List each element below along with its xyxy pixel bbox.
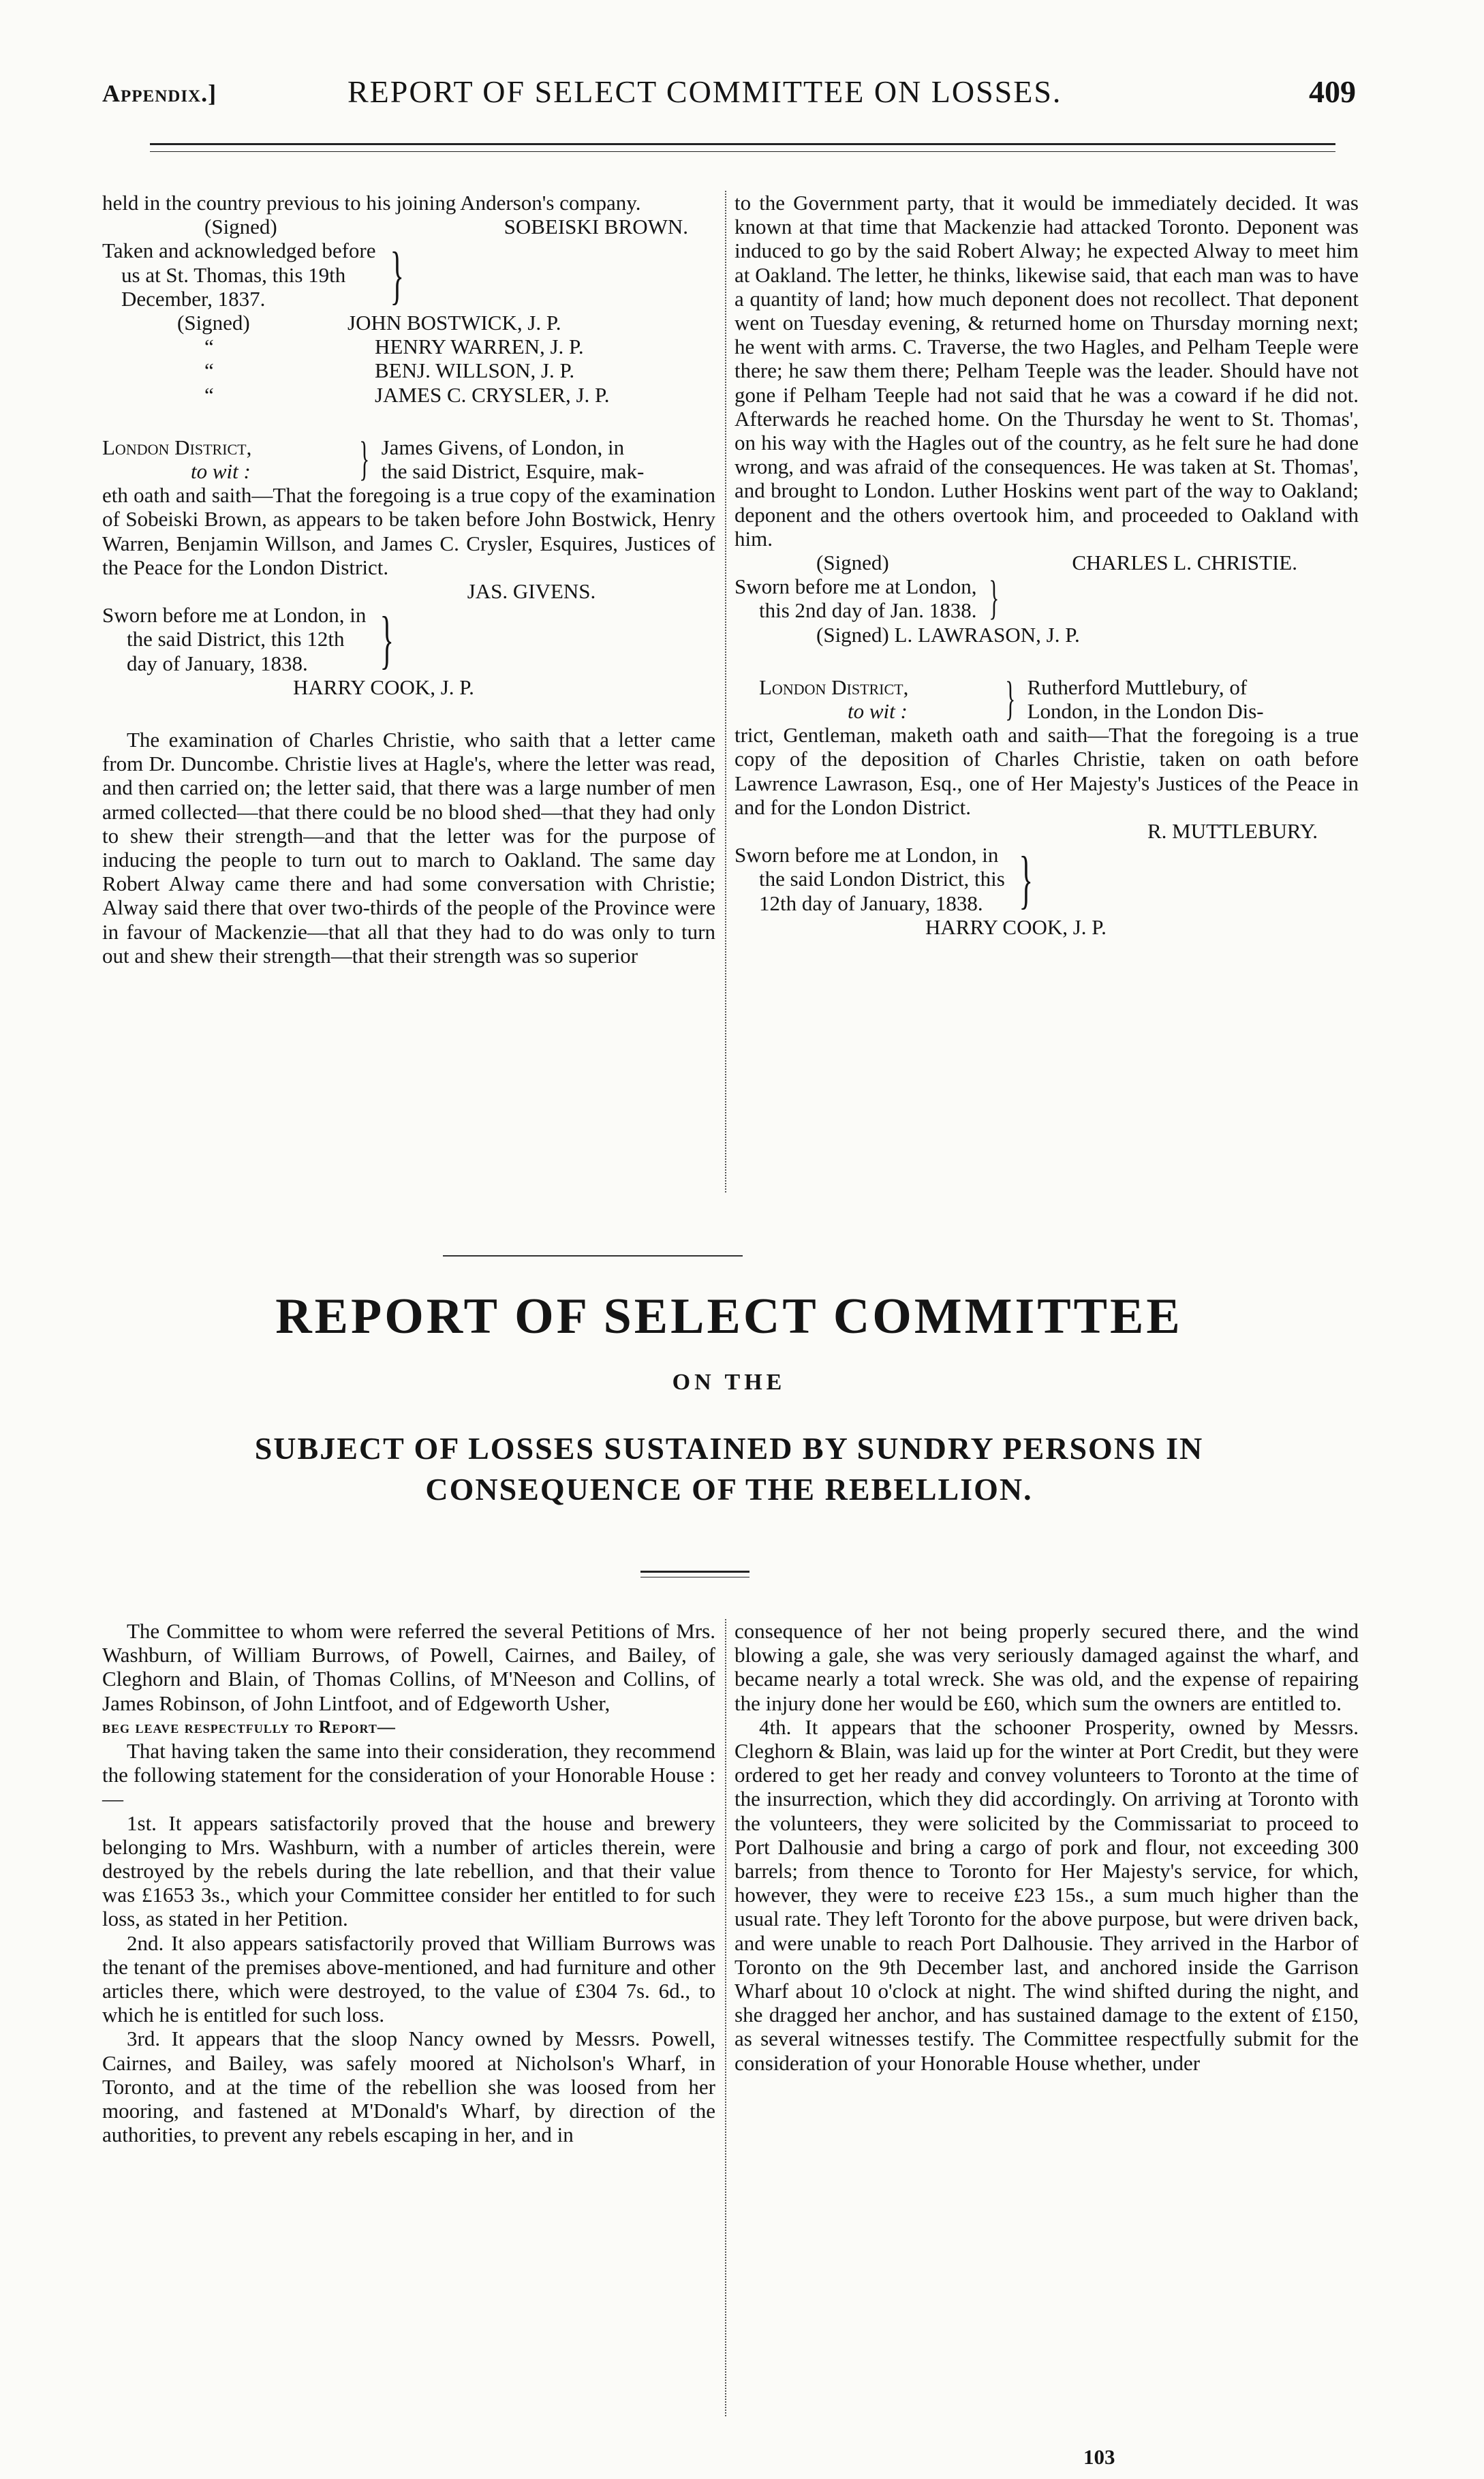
report-lead: beg leave respectfully to Report— [102, 1716, 396, 1737]
signature-name: SOBEISKI BROWN. [504, 215, 688, 239]
to-wit-label: to wit : [191, 459, 251, 484]
signed-label: (Signed) [204, 215, 277, 239]
paragraph: held in the country previous to his joining Anderson's company. [102, 191, 641, 215]
page-number: 409 [1309, 74, 1356, 109]
jp-name: JOHN BOSTWICK, J. P. [347, 311, 561, 335]
signature-number: 103 [1083, 2445, 1115, 2469]
column-divider-bottom [725, 1619, 726, 2416]
acknowledged-block [102, 238, 715, 311]
paragraph: 3rd. It appears that the sloop Nancy owned by Messrs. Powell, Cairnes, and Bailey, was safely moored at Nicholson's Wharf, in Toronto, and at the time of the rebellion she was loosed from her mooring, and fastened at M'Donald's Wharf, by direction of the authorities, to prevent any rebels escaping in her, and in [102, 2027, 715, 2147]
brace-mark: } [1019, 842, 1033, 915]
text-line: Sworn before me at London, in [102, 603, 367, 628]
jp-mark: “ [204, 335, 214, 359]
text-line: December, 1837. [121, 286, 266, 311]
report-subtitle: SUBJECT OF LOSSES SUSTAINED BY SUNDRY PERSONS IN CONSEQUENCE OF THE REBELLION. [254, 1431, 1204, 1507]
paragraph: 4th. It appears that the schooner Prosperity, owned by Messrs. Cleghorn & Blain, was laid up for the winter at Port Credit, but they were ordered to get her ready and convey volunteers to Toronto at the time of the insurrection, which they did accordingly. On arriving at Toronto with the volunteers, they were solicited by the Commissariat to proceed to Port Dalhousie and bring a cargo of pork and flour, not exceeding 300 barrels; from thence to Toronto for Her Majesty's service, for which, however, they were to receive £23 15s., a sum much higher than the usual rate. They left Toronto for the above purpose, but were driven back, and were unable to reach Port Dalhousie. They arrived in the Harbor of Toronto on the 9th December last, and anchored inside the Garrison Wharf about 10 o'clock at night. The wind shifted during the night, and she dragged her anchor, and has sustained damage to the extent of £150, as several witnesses testify. The Committee respectfully submit for the consideration of your Honorable House whether, under [735, 1714, 1359, 2075]
sworn-block [735, 843, 1359, 915]
text-line: this 2nd day of Jan. 1838. [759, 598, 977, 623]
header-rule-thin [150, 151, 1335, 152]
paragraph: That having taken the same into their consideration, they recommend the following statement for the consideration of your Honorable House :— [102, 1739, 715, 1811]
text-line: Rutherford Muttlebury, of [1027, 675, 1248, 699]
text-line: day of January, 1838. [127, 651, 308, 675]
paragraph: to the Government party, that it would be immediately decided. It was known at that time that Mackenzie had attacked Toronto. Deponent was induced to go by the said Robert Alway; he expected Alway to meet him at Oakland. The letter, he thinks, likewise said, that each man was to have a quantity of land; how much deponent does not recollect. That deponent went on Tuesday evening, & returned home on Thursday morning next; he went with arms. C. Traverse, the two Hagles, and Pelham Teeple were there; he saw them there; Pelham Teeple was the leader. Should have not gone if Pelham Teeple had not said that he was a coward if he did not. Afterwards he reached home. On the Thursday he went to St. Thomas', on his way with the Hagles out of the country, as he felt sure he had done wrong, and was afraid of the consequences. He was taken at St. Thomas', and brought to London. Luther Hoskins went part of the way to Oakland; deponent and the others overtook him, and proceeded to Oakland with him. [735, 191, 1359, 551]
report-title-connector: ON THE [672, 1370, 786, 1395]
jp-row [102, 335, 715, 358]
report-title: REPORT OF SELECT COMMITTEE [275, 1289, 1183, 1344]
top-left-column [102, 191, 715, 968]
paragraph: The examination of Charles Christie, who saith that a letter came from Dr. Duncombe. Christie lives at Hagle's, where the letter was read, and then carried on; the letter said, that there was a large number of men armed collected—that there could be no blood shed—that they had only to shew their strength—and that the letter was for the purpose of inducing the people to turn out to march to Oakland. The same day Robert Alway came there and had some conversation with Christie; Alway said there that over two-thirds of the people of the Province were in favour of Mackenzie—that all that they had to do was only to turn out and shew their strength—that their strength was so superior [102, 728, 715, 968]
page-header [102, 65, 1356, 113]
signature-name: JAS. GIVENS. [467, 579, 596, 604]
sworn-block [735, 572, 1359, 625]
text-line: Sworn before me at London, in [735, 843, 999, 867]
jp-row [102, 311, 715, 335]
district-label: London District, [102, 435, 252, 459]
appendix-label: Appendix.] [102, 80, 217, 107]
brace-mark: } [390, 238, 404, 311]
bottom-left-column [102, 1619, 715, 2146]
signed-label: (Signed) [816, 551, 889, 575]
text-line: the said District, this 12th [127, 627, 345, 651]
signature-line [735, 551, 1359, 574]
brace-mark: } [988, 572, 999, 625]
section-rule [443, 1255, 743, 1257]
signature-line [102, 215, 715, 238]
jp-name: HENRY WARREN, J. P. [375, 335, 584, 359]
signature-name: HARRY COOK, J. P. [293, 675, 474, 699]
jp-row [102, 383, 715, 407]
text-line: Sworn before me at London, [735, 574, 977, 599]
paragraph: consequence of her not being properly secured there, and the wind blowing a gale, she was very seriously damaged against the wharf, and became nearly a total wreck. She was old, and the expense of repairing the injury done her would be £60, which sum the owners are entitled to. [735, 1619, 1359, 1715]
signature-line: (Signed) L. LAWRASON, J. P. [816, 622, 1080, 647]
paragraph: trict, Gentleman, maketh oath and saith—That the foregoing is a true copy of the deposition of Charles Christie, taken on oath before Lawrence Lawrason, Esq., one of Her Majesty's Justices of the Peace in and for the London District. [735, 723, 1359, 819]
paragraph: 1st. It appears satisfactorily proved that the house and brewery belonging to Mrs. Washburn, with a number of articles therein, were destroyed by the rebels during the late rebellion, and that their value was £1653 3s., which your Committee consider her entitled to for such loss, as stated in her Petition. [102, 1811, 715, 1931]
paragraph: 2nd. It also appears satisfactorily proved that William Burrows was the tenant of the premises above-mentioned, and had furniture and other articles there, which were destroyed, to the value of £304 7s. 6d., to which he is entitled for such loss. [102, 1930, 715, 2027]
text-line: London, in the London Dis- [1027, 699, 1264, 724]
district-label: London District, [759, 675, 909, 699]
text-line: the said District, Esquire, mak- [381, 459, 645, 484]
paragraph: eth oath and saith—That the foregoing is a true copy of the examination of Sobeiski Brown, as appears to be taken before John Bostwick, Henry Warren, Benjamin Willson, and James C. Crysler, Esquires, Justices of the Peace for the London District. [102, 483, 715, 579]
text-line: us at St. Thomas, this 19th [121, 262, 346, 287]
sworn-block [102, 603, 715, 675]
brace-mark: } [359, 433, 370, 486]
paragraph: The Committee to whom were referred the several Petitions of Mrs. Washburn, of William Burrows, of Powell, Cairnes, and Bailey, of Cleghorn and Blain, of Thomas Collins, of M'Neeson and Collins, of James Robinson, of John Lintfoot, and of Edgeworth Usher, [102, 1619, 715, 1715]
jp-row [102, 358, 715, 382]
running-title: REPORT OF SELECT COMMITTEE ON LOSSES. [347, 74, 1062, 109]
signature-name: HARRY COOK, J. P. [925, 914, 1107, 939]
signature-name: CHARLES L. CHRISTIE. [1072, 551, 1297, 575]
text-line: Taken and acknowledged before [102, 238, 376, 263]
bottom-right-column [735, 1619, 1359, 2075]
jp-mark: (Signed) [177, 311, 250, 335]
brace-mark: } [380, 602, 395, 675]
brace-mark: } [1005, 673, 1016, 726]
to-wit-label: to wit : [848, 699, 908, 724]
signature-name: R. MUTTLEBURY. [1147, 819, 1318, 844]
district-block [735, 673, 1359, 726]
text-line: 12th day of January, 1838. [759, 891, 983, 915]
jp-mark: “ [204, 358, 214, 383]
jp-mark: “ [204, 382, 214, 407]
column-divider-top [725, 191, 726, 1192]
top-right-column [735, 191, 1359, 939]
district-block [102, 433, 715, 486]
text-line: the said London District, this [759, 867, 1005, 891]
jp-name: JAMES C. CRYSLER, J. P. [375, 382, 610, 407]
jp-name: BENJ. WILLSON, J. P. [375, 358, 575, 383]
text-line: James Givens, of London, in [381, 435, 625, 459]
ornament-rule [640, 1571, 749, 1577]
header-rule [150, 143, 1335, 145]
